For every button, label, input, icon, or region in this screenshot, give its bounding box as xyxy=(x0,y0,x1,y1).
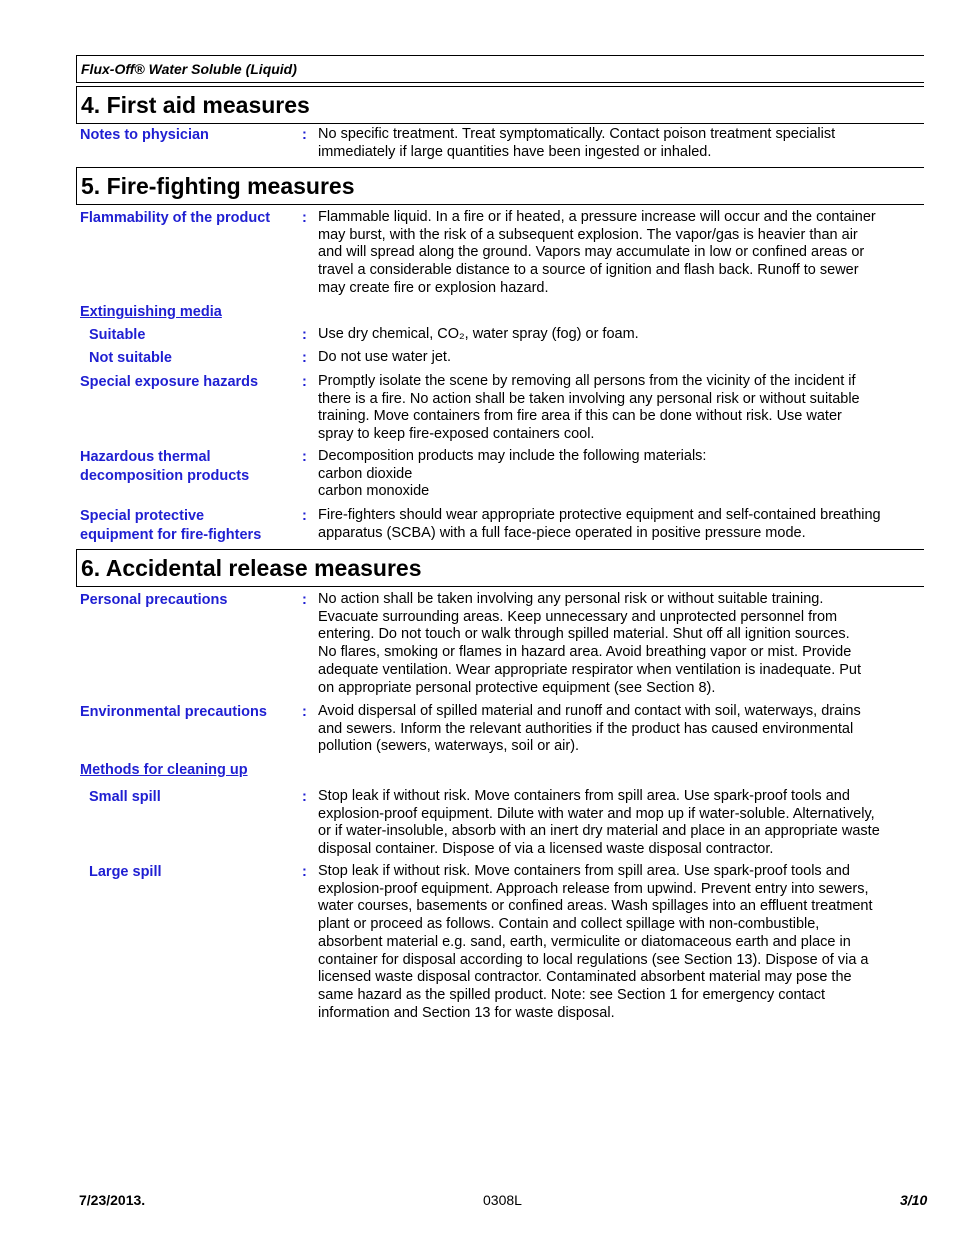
text-line: pollution (sewers, waterways, soil or air). xyxy=(318,738,580,755)
separator: : xyxy=(302,864,307,880)
small-spill-value xyxy=(318,788,924,859)
section-5-title: 5. Fire-fighting measures xyxy=(81,173,355,199)
text-line: plant or proceed as follows. Contain and collect spillage with non-combustible, xyxy=(318,916,820,933)
personal-precautions-value xyxy=(318,591,924,697)
separator: : xyxy=(302,704,307,720)
label-line: equipment for fire-fighters xyxy=(80,527,262,543)
product-header xyxy=(76,55,924,83)
text-line: there is a fire. No action shall be taken involving any personal risk or without suitable xyxy=(318,390,860,407)
text-line: container for disposal according to local regulations (see Section 13). Dispose of via a xyxy=(318,951,869,968)
text-line: No action shall be taken involving any personal risk or without suitable training. xyxy=(318,591,824,607)
environmental-precautions-label: Environmental precautions xyxy=(80,704,267,720)
section-4-title-box xyxy=(76,86,924,124)
text-line: No specific treatment. Treat symptomatically. Contact poison treatment specialist xyxy=(318,126,836,142)
protective-equipment-label xyxy=(80,507,295,545)
text-line: and sewers. Inform the relevant authorities if the product has caused environmental xyxy=(318,720,854,737)
label-line: Special protective xyxy=(80,508,205,524)
text-line: Evacuate surrounding areas. Keep unnecessary and unprotected personnel from xyxy=(318,608,838,625)
thermal-decomposition-value xyxy=(318,448,924,501)
text-line: Flammable liquid. In a fire or if heated, a pressure increase will occur and the container xyxy=(318,209,876,225)
text-line: training. Move containers from fire area if this can be done without risk. Use water xyxy=(318,408,842,425)
text-line: on appropriate personal protective equipment (see Section 8). xyxy=(318,679,716,696)
text-line: Stop leak if without risk. Move containers from spill area. Use spark-proof tools and xyxy=(318,788,850,804)
footer-date: 7/23/2013. xyxy=(79,1192,146,1208)
text-line: apparatus (SCBA) with a full face-piece operated in positive pressure mode. xyxy=(318,524,806,541)
suitable-label: Suitable xyxy=(89,327,146,343)
text-line: water courses, basements or confined areas. Wash spillages into an effluent treatment xyxy=(318,898,873,915)
text-line: travel a considerable distance to a source of ignition and flash back. Runoff to sewer xyxy=(318,262,859,279)
text-line: No flares, smoking or flames in hazard area. Avoid breathing vapor or mist. Provide xyxy=(318,644,852,661)
text-line: entering. Do not touch or walk through spilled material. Shut off all ignition sources. xyxy=(318,626,850,643)
flammability-value xyxy=(318,209,924,298)
text-line: Use dry chemical, CO₂, water spray (fog) or foam. xyxy=(318,326,639,342)
label-line: decomposition products xyxy=(80,468,250,484)
small-spill-label: Small spill xyxy=(89,789,161,805)
large-spill-label: Large spill xyxy=(89,864,162,880)
notes-to-physician-value xyxy=(318,126,924,161)
separator: : xyxy=(302,374,307,390)
label-line: Hazardous thermal xyxy=(80,449,211,465)
section-4-title: 4. First aid measures xyxy=(81,92,310,118)
separator: : xyxy=(302,789,307,805)
separator: : xyxy=(302,350,307,366)
flammability-label: Flammability of the product xyxy=(80,210,271,226)
personal-precautions-label: Personal precautions xyxy=(80,592,228,608)
product-name: Flux-Off® Water Soluble (Liquid) xyxy=(81,61,297,77)
text-line: immediately if large quantities have been ingested or inhaled. xyxy=(318,143,712,160)
text-line: licensed waste disposal contractor. Contaminated absorbent material may pose the xyxy=(318,969,852,986)
text-line: explosion-proof equipment. Approach release from upwind. Prevent entry into sewers, xyxy=(318,880,869,897)
not-suitable-label: Not suitable xyxy=(89,350,172,366)
text-line: Stop leak if without risk. Move containers from spill area. Use spark-proof tools and xyxy=(318,863,850,879)
extinguishing-media-heading: Extinguishing media xyxy=(80,304,222,320)
special-exposure-label: Special exposure hazards xyxy=(80,374,259,390)
footer-page-number: 3/10 xyxy=(900,1192,928,1208)
text-line: absorbent material e.g. sand, earth, vermiculite or diatomaceous earth and place in xyxy=(318,933,851,950)
protective-equipment-value xyxy=(318,507,924,542)
text-line: spray to keep fire-exposed containers cool. xyxy=(318,426,595,443)
suitable-value xyxy=(318,326,924,344)
large-spill-value xyxy=(318,863,924,1022)
separator: : xyxy=(302,210,307,226)
text-line: Do not use water jet. xyxy=(318,349,451,365)
environmental-precautions-value xyxy=(318,703,924,756)
text-line: Promptly isolate the scene by removing all persons from the vicinity of the incident if xyxy=(318,373,856,389)
text-line: same hazard as the spilled product. Note: see Section 1 for emergency contact xyxy=(318,986,825,1003)
not-suitable-value xyxy=(318,349,924,367)
text-line: and will spread along the ground. Vapors may accumulate in low or confined areas or xyxy=(318,244,865,261)
text-line: Decomposition products may include the following materials: xyxy=(318,448,707,464)
separator: : xyxy=(302,592,307,608)
separator: : xyxy=(302,508,307,524)
text-line: adequate ventilation. Wear appropriate respirator when ventilation is inadequate. Put xyxy=(318,661,862,678)
text-line: explosion-proof equipment. Dilute with water and mop up if water-soluble. Alternatively, xyxy=(318,805,875,822)
section-5-title-box xyxy=(76,167,924,205)
text-line: Fire-fighters should wear appropriate protective equipment and self-contained breathing xyxy=(318,507,881,523)
text-line: may create fire or explosion hazard. xyxy=(318,279,549,296)
footer-code: 0308L xyxy=(483,1192,522,1208)
separator: : xyxy=(302,327,307,343)
text-line: carbon dioxide xyxy=(318,465,413,482)
text-line: disposal container. Dispose of via a licensed waste disposal contractor. xyxy=(318,841,774,858)
text-line: may burst, with the risk of a subsequent explosion. The vapor/gas is heavier than air xyxy=(318,226,858,243)
separator: : xyxy=(302,127,307,143)
text-line: carbon monoxide xyxy=(318,483,430,500)
special-exposure-value xyxy=(318,373,924,444)
section-6-title-box xyxy=(76,549,924,587)
section-6-title: 6. Accidental release measures xyxy=(81,555,422,581)
thermal-decomposition-label xyxy=(80,448,295,486)
methods-cleaning-heading: Methods for cleaning up xyxy=(80,762,248,778)
text-line: or if water-insoluble, absorb with an inert dry material and place in an appropriate waste xyxy=(318,823,880,840)
text-line: information and Section 13 for waste disposal. xyxy=(318,1004,615,1021)
text-line: Avoid dispersal of spilled material and runoff and contact with soil, waterways, drains xyxy=(318,703,861,719)
notes-to-physician-label: Notes to physician xyxy=(80,127,209,143)
separator: : xyxy=(302,449,307,465)
